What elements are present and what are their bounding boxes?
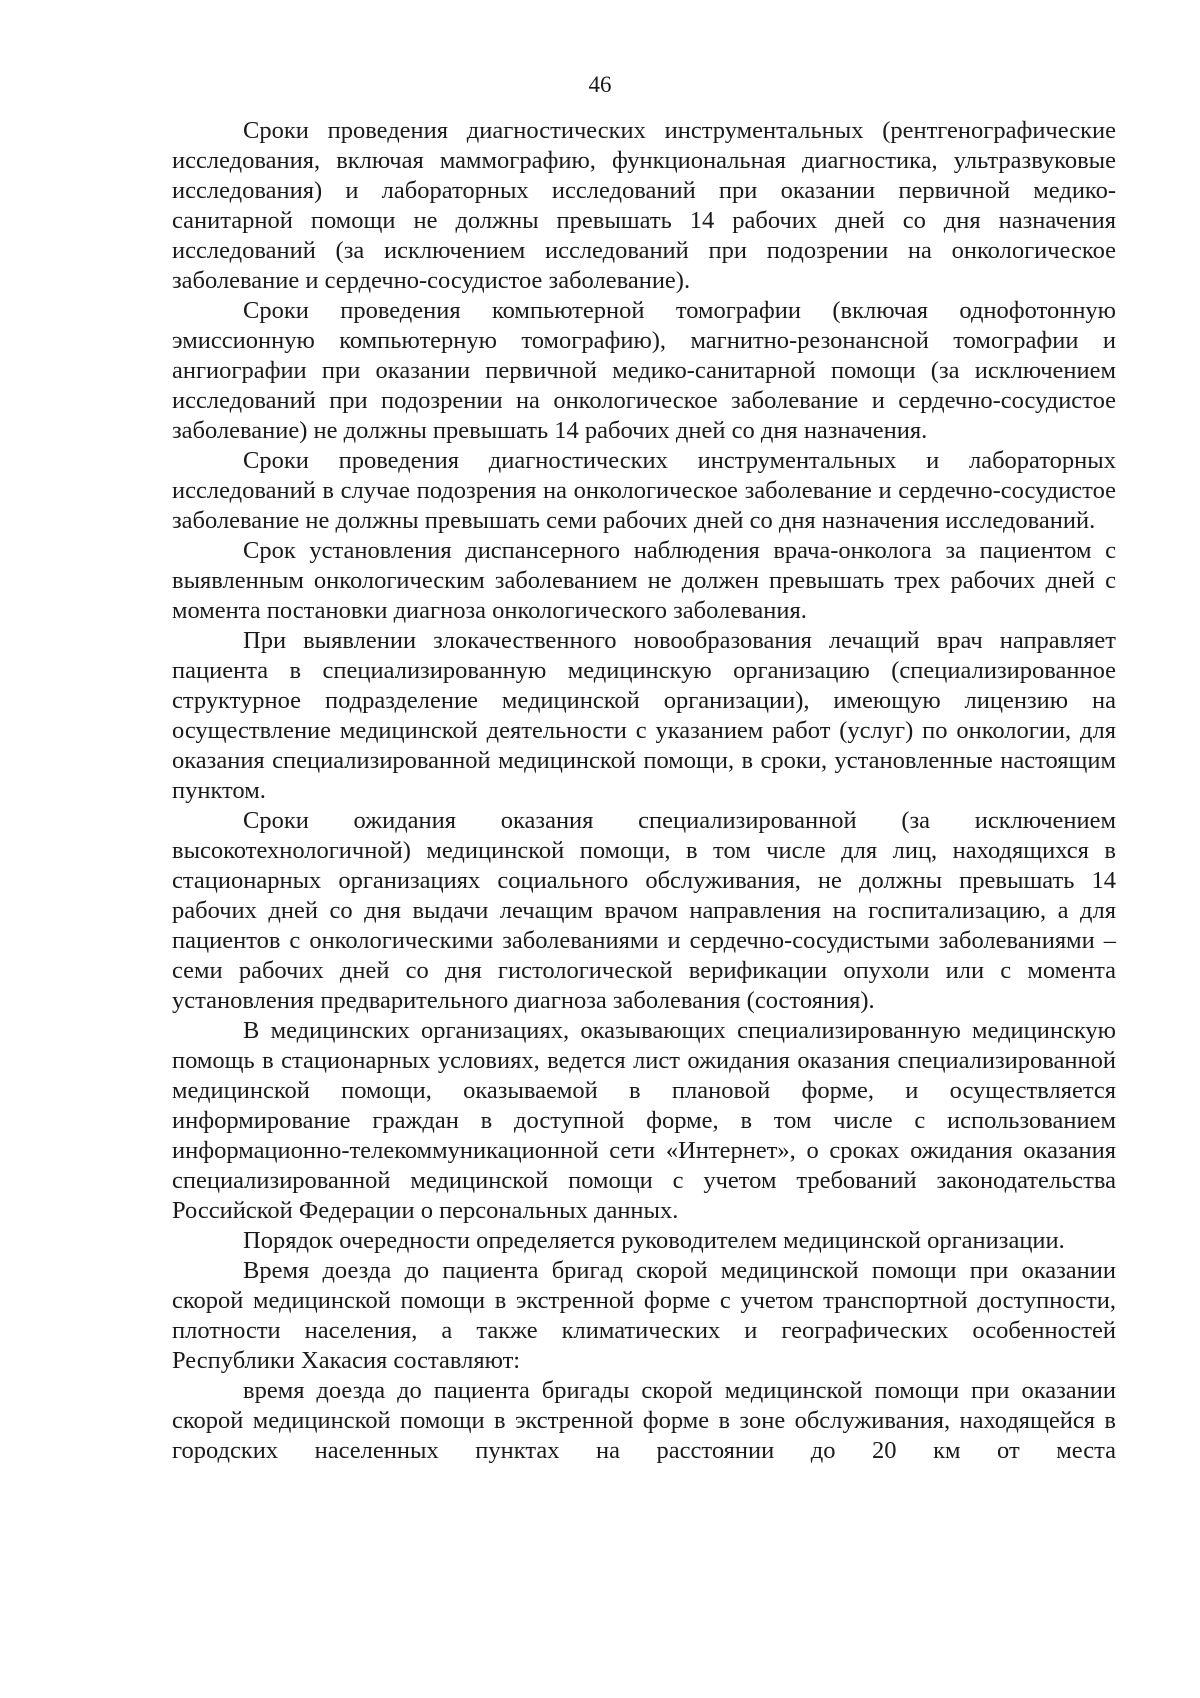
paragraph-malignant-referral: При выявлении злокачественного новообразования лечащий врач направляет пациента в специализированную медицинскую организацию (специализированное структурное подразделение медицинской организации), имеющую лицензию на осуществление медицинской деятельности с указанием работ (услуг) по онкологии, для оказания специализированной медицинской помощи, в сроки, установленные настоящим пунктом. — [172, 627, 1116, 804]
paragraph-diagnostic-terms: Сроки проведения диагностических инструментальных (рентгенографические исследования, включая маммографию, функциональная диагностика, ультразвуковые исследования) и лабораторных исследований при оказании первичной медико-санитарной помощи не должны превышать 14 рабочих дней со дня назначения исследований (за исключением исследований при подозрении на онкологическое заболевание и сердечно-сосудистое заболевание). — [172, 117, 1116, 294]
paragraph-ambulance-time: Время доезда до пациента бригад скорой медицинской помощи при оказании скорой медицинской помощи в экстренной форме с учетом транспортной доступности, плотности населения, а также климатических и географических особенностей Республики Хакасия составляют: — [172, 1257, 1116, 1374]
paragraph-dispensary-observation: Срок установления диспансерного наблюдения врача-онколога за пациентом с выявленным онкологическим заболеванием не должен превышать трех рабочих дней с момента постановки диагноза онкологического заболевания. — [172, 537, 1116, 624]
paragraph-tomography-terms: Сроки проведения компьютерной томографии (включая однофотонную эмиссионную компьютерную томографию), магнитно-резонансной томографии и ангиографии при оказании первичной медико-санитарной помощи (за исключением исследований при подозрении на онкологическое заболевание и сердечно-сосудистое заболевание) не должны превышать 14 рабочих дней со дня назначения. — [172, 297, 1116, 444]
paragraph-oncology-diagnostic-terms: Сроки проведения диагностических инструментальных и лабораторных исследований в случае подозрения на онкологическое заболевание и сердечно-сосудистое заболевание не должны превышать семи рабочих дней со дня назначения исследований. — [172, 447, 1116, 534]
paragraph-specialized-waiting: Сроки ожидания оказания специализированной (за исключением высокотехнологичной) медицинской помощи, в том числе для лиц, находящихся в стационарных организациях социального обслуживания, не должны превышать 14 рабочих дней со дня выдачи лечащим врачом направления на госпитализацию, а для пациентов с онкологическими заболеваниями и сердечно-сосудистыми заболеваниями – семи рабочих дней со дня гистологической верификации опухоли или с момента установления предварительного диагноза заболевания (состояния). — [172, 807, 1116, 1014]
paragraph-waiting-list: В медицинских организациях, оказывающих специализированную медицинскую помощь в стационарных условиях, ведется лист ожидания оказания специализированной медицинской помощи, оказываемой в плановой форме, и осуществляется информирование граждан в доступной форме, в том числе с использованием информационно-телекоммуникационной сети «Интернет», о сроках ожидания оказания специализированной медицинской помощи с учетом требований законодательства Российской Федерации о персональных данных. — [172, 1017, 1116, 1224]
paragraph-queue-order: Порядок очередности определяется руководителем медицинской организации. — [243, 1227, 1065, 1254]
paragraph-ambulance-urban: время доезда до пациента бригады скорой медицинской помощи при оказании скорой медицинской помощи в экстренной форме в зоне обслуживания, находящейся в городских населенных пунктах на расстоянии до 20 км от места — [172, 1377, 1116, 1464]
page-number: 46 — [588, 72, 612, 97]
document-body — [172, 116, 1116, 1466]
